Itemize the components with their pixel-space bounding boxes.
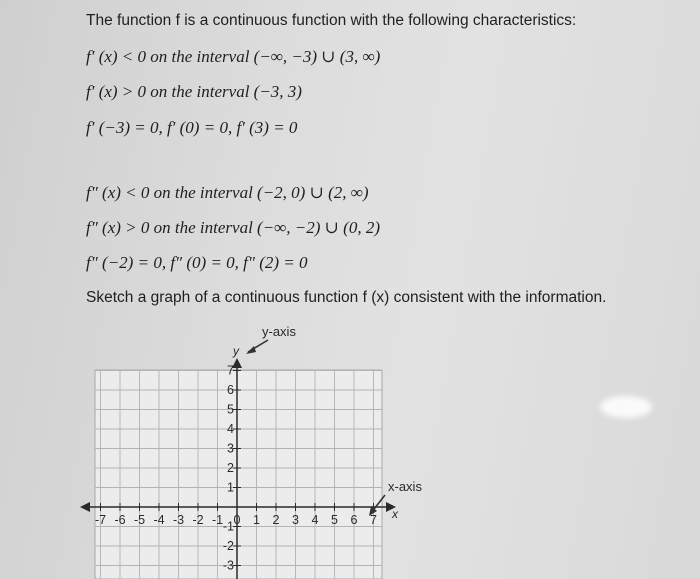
y-tick-label: 6 [227, 383, 234, 397]
x-tick-label: 0 [233, 513, 241, 527]
x-tick-label: -5 [133, 513, 146, 527]
y-tick-label: 1 [227, 480, 234, 495]
y-axis-label: y-axis [262, 324, 296, 339]
y-tick-label: 7 [227, 363, 234, 378]
x-tick-label: 5 [331, 513, 338, 527]
x-tick-label: 7 [370, 513, 377, 527]
second-derivative-line-1: f″ (x) < 0 on the interval (−2, 0) ∪ (2, ∞) [86, 183, 369, 202]
first-derivative-line-1: f′ (x) < 0 on the interval (−∞, −3) ∪ (3, ∞) [86, 47, 381, 66]
x-tick-label: 1 [253, 513, 260, 527]
y-letter: y [233, 344, 239, 358]
x-tick-label: -4 [153, 513, 165, 527]
x-tick-label: -7 [94, 513, 107, 527]
y-tick-label: 2 [227, 461, 234, 475]
x-tick-label: -3 [172, 513, 185, 527]
second-derivative-line-3: f″ (−2) = 0, f″ (0) = 0, f″ (2) = 0 [86, 253, 308, 272]
x-tick-label: 4 [311, 513, 319, 527]
x-letter: x [392, 507, 398, 521]
x-tick-label: 6 [350, 513, 358, 527]
y-tick-label: 3 [227, 441, 234, 456]
x-tick-label: -2 [192, 513, 204, 527]
instruction-text: Sketch a graph of a continuous function f (x) consistent with the information. [86, 289, 607, 306]
x-axis-label: x-axis [388, 479, 422, 494]
y-tick-label: 5 [227, 402, 234, 417]
intro-text: The function f is a continuous function with the following characteristics: [86, 12, 577, 29]
y-tick-label: 4 [227, 422, 234, 436]
x-tick-label: 3 [292, 513, 299, 527]
y-tick-label: -3 [222, 558, 234, 573]
first-derivative-line-2: f′ (x) > 0 on the interval (−3, 3) [86, 82, 302, 101]
first-derivative-line-3: f′ (−3) = 0, f′ (0) = 0, f′ (3) = 0 [86, 118, 298, 137]
x-tick-label: -6 [114, 513, 126, 527]
x-tick-label: 2 [272, 513, 280, 527]
x-tick-label: -1 [211, 513, 224, 527]
y-tick-label: -2 [222, 539, 234, 553]
second-derivative-line-2: f″ (x) > 0 on the interval (−∞, −2) ∪ (0, 2) [86, 218, 380, 237]
grid-lines [95, 370, 382, 579]
y-tick-label: -1 [222, 519, 234, 534]
